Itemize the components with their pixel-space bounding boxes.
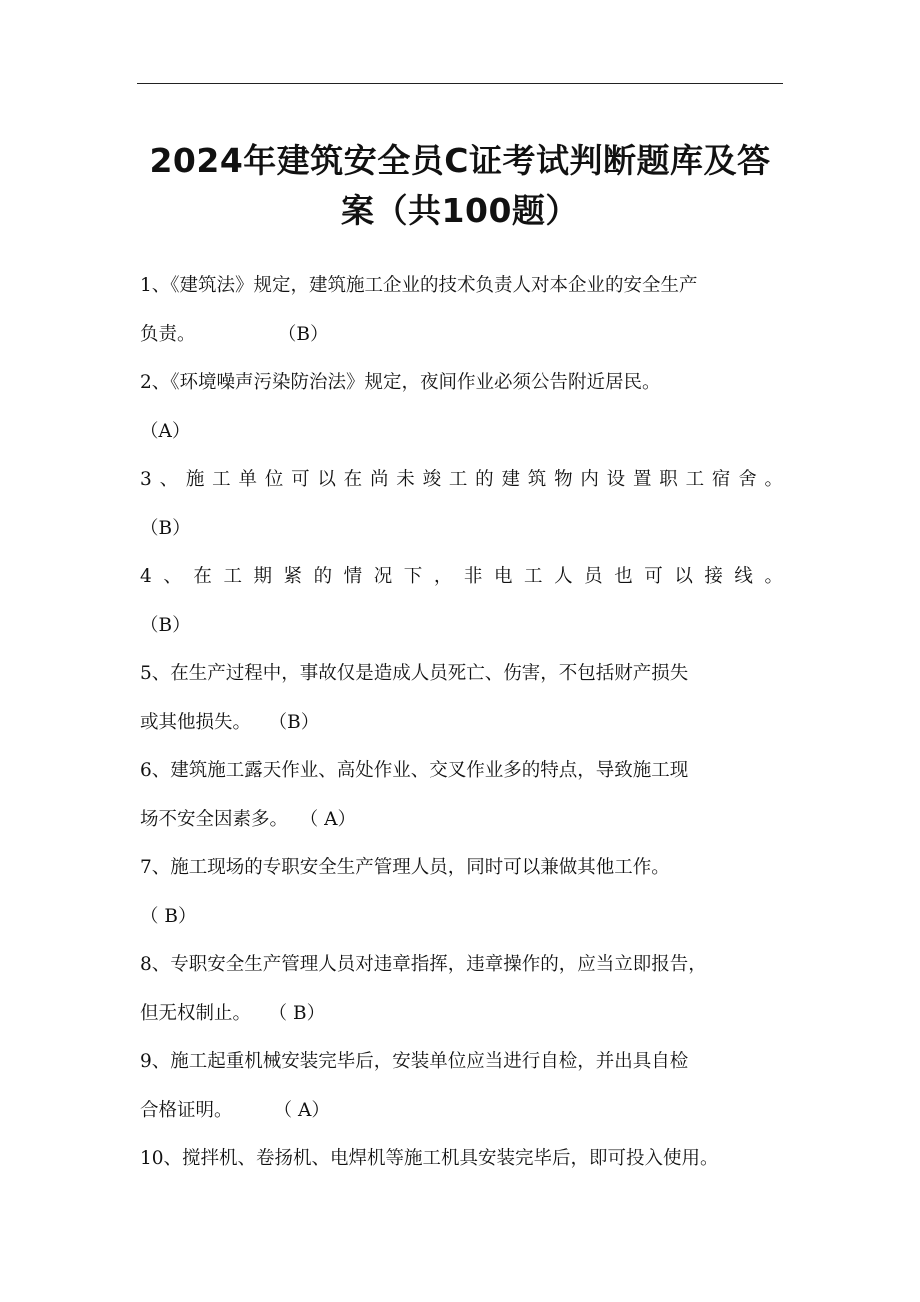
question-continuation xyxy=(140,699,783,748)
question-text: 4、在工期紧的情况下，非电工人员也可以接线。 xyxy=(140,566,783,587)
question-item xyxy=(140,1038,783,1135)
question-list xyxy=(140,262,783,1184)
question-item xyxy=(140,650,783,747)
question-text: 9、施工起重机械安装完毕后，安装单位应当进行自检，并出具自检 xyxy=(140,1051,689,1072)
answer-label: （ A） xyxy=(232,1099,330,1121)
document-title xyxy=(137,136,783,236)
question-text: 6、建筑施工露天作业、高处作业、交叉作业多的特点，导致施工现 xyxy=(140,760,689,781)
question-text: 7、施工现场的专职安全生产管理人员，同时可以兼做其他工作。 xyxy=(140,857,670,878)
question-text-continued: 或其他损失。 xyxy=(140,711,252,733)
question-item xyxy=(140,553,783,650)
question-text: 5、在生产过程中，事故仅是造成人员死亡、伤害，不包括财产损失 xyxy=(140,663,689,684)
question-text: 10、搅拌机、卷扬机、电焊机等施工机具安装完毕后，即可投入使用。 xyxy=(140,1148,719,1169)
answer-label: （ B） xyxy=(140,905,197,927)
title-line-1: 2024年建筑安全员C证考试判断题库及答 xyxy=(149,141,771,181)
answer-label: （B） xyxy=(140,614,191,636)
answer-label: （B） xyxy=(140,517,191,539)
question-continuation xyxy=(140,893,783,942)
title-line-2: 案（共100题） xyxy=(341,191,579,231)
answer-label: （A） xyxy=(140,420,191,442)
header-rule xyxy=(137,83,783,84)
question-item xyxy=(140,359,783,456)
question-continuation xyxy=(140,311,783,360)
question-text: 2、《环境噪声污染防治法》规定，夜间作业必须公告附近居民。 xyxy=(140,372,661,393)
question-item xyxy=(140,262,783,359)
question-continuation xyxy=(140,505,783,554)
question-item xyxy=(140,844,783,941)
question-item xyxy=(140,456,783,553)
question-text: 1、《建筑法》规定，建筑施工企业的技术负责人对本企业的安全生产 xyxy=(140,275,698,296)
question-continuation xyxy=(140,408,783,457)
question-continuation xyxy=(140,1087,783,1136)
answer-label: （B） xyxy=(195,323,329,345)
question-text-continued: 但无权制止。 xyxy=(140,1002,252,1024)
question-continuation xyxy=(140,990,783,1039)
question-text: 3、施工单位可以在尚未竣工的建筑物内设置职工宿舍。 xyxy=(140,469,783,490)
question-continuation xyxy=(140,796,783,845)
question-text-continued: 负责。 xyxy=(140,323,196,345)
question-text-continued: 合格证明。 xyxy=(140,1099,233,1121)
answer-label: （ A） xyxy=(288,808,357,830)
answer-label: （B） xyxy=(251,711,320,733)
question-text: 8、专职安全生产管理人员对违章指挥，违章操作的，应当立即报告， xyxy=(140,954,707,975)
question-text-continued: 场不安全因素多。 xyxy=(140,808,289,830)
answer-label: （ B） xyxy=(251,1002,326,1024)
question-item xyxy=(140,747,783,844)
question-item xyxy=(140,941,783,1038)
question-continuation xyxy=(140,602,783,651)
question-item xyxy=(140,1135,783,1184)
